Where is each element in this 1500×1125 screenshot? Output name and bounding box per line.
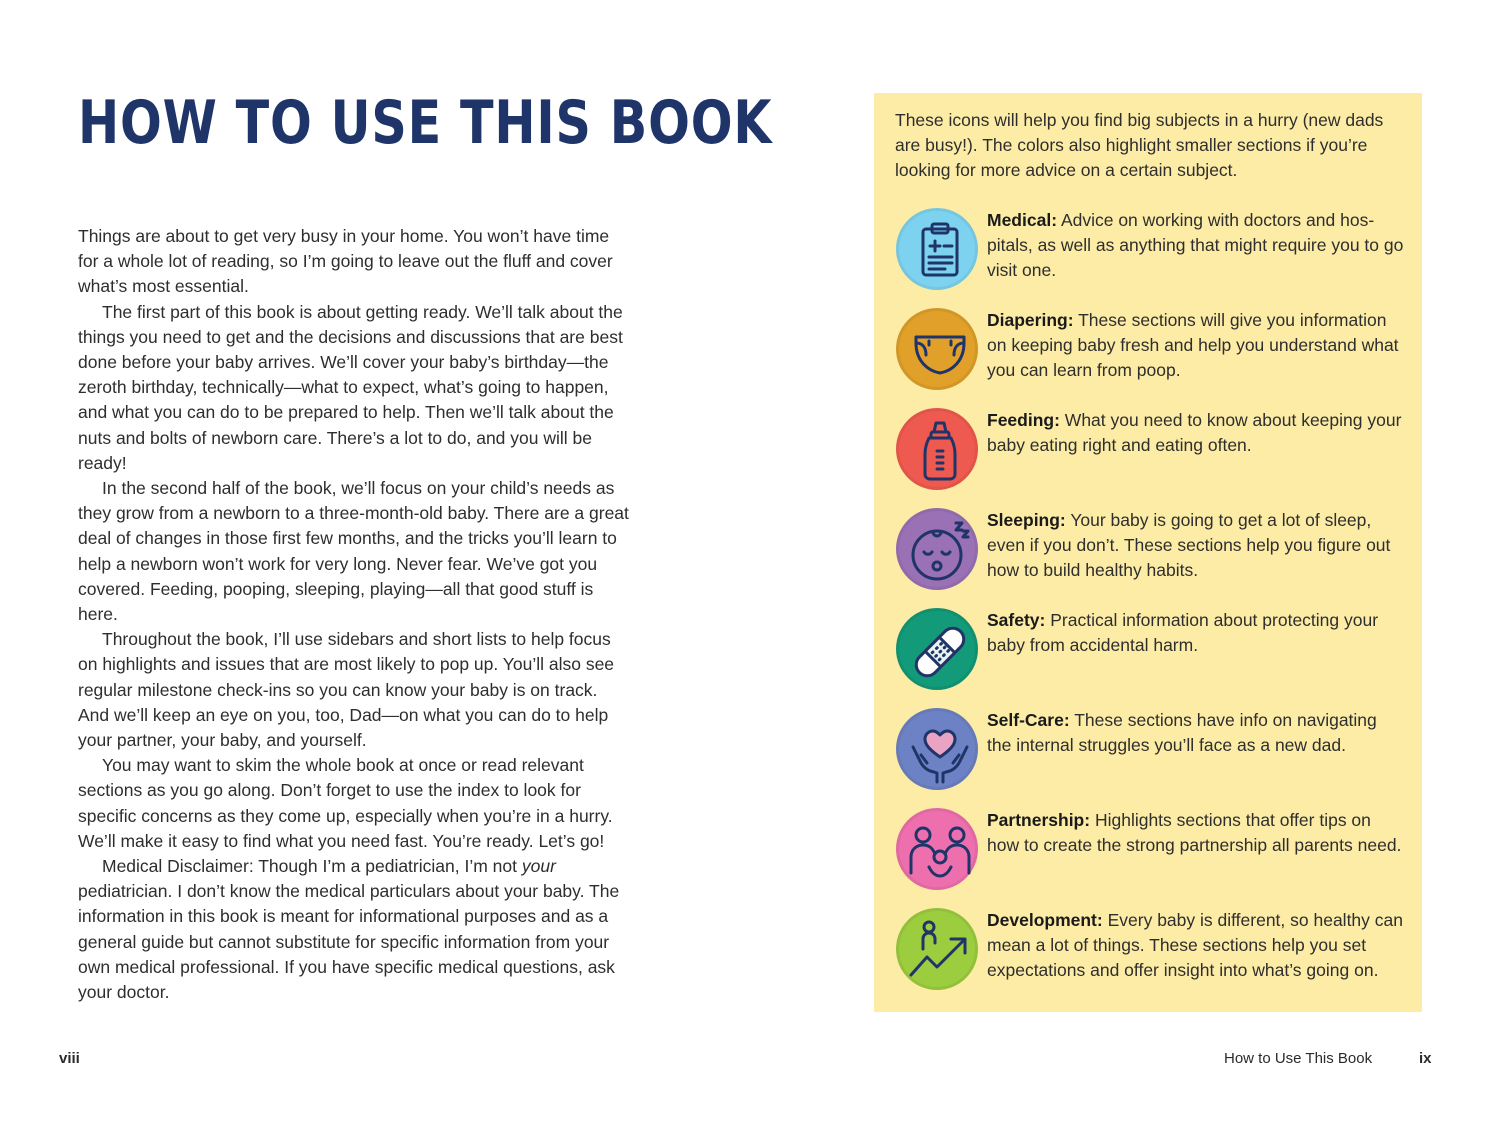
legend-label: Feeding: (987, 410, 1060, 430)
sidebar-intro: These icons will help you find big subjects in a hurry (new dads are busy!). The colors also highlight smaller sections if you’re looking for more advice on a certain subject. (895, 110, 1384, 181)
legend-entry-medical (896, 208, 1404, 298)
legend-description: Highlights sections that offer tips on how to create the strong partnership all parents need. (987, 810, 1402, 856)
legend-description: Every baby is different, so healthy can mean a lot of things. These sections help you set expectations and offer insight into what’s going on. (987, 910, 1403, 981)
legend-text (987, 508, 1405, 584)
body-paragraph: You may want to skim the whole book at once or read relevant sections as you go along. Don’t forget to use the index to look for specific concerns as they come up, especially when you’re in a hurry. We’ll make it easy to find what you need fast. You’re ready. Let’s go! (78, 755, 613, 851)
legend-entry-partnership (896, 808, 1404, 898)
legend-entry-sleeping (896, 508, 1404, 598)
body-text (78, 224, 630, 1005)
family-icon (896, 808, 978, 890)
legend-text (987, 208, 1405, 284)
body-paragraph: In the second half of the book, we’ll focus on your child’s needs as they grow from a newborn to a three-month-old baby. There are a great deal of changes in those first few months, and the tricks you’ll learn to help a newborn won’t work for very long. Never fear. We’ve got you covered. Feeding, pooping, sleeping, playing—all that good stuff is here. (78, 478, 629, 625)
disclaimer-emphasis: your (521, 856, 556, 877)
legend-description: These sections have info on navigating the internal struggles you’ll face as a new dad. (987, 710, 1377, 756)
growth-arrow-icon (896, 908, 978, 990)
legend-entry-development (896, 908, 1404, 998)
disclaimer-text: pediatrician. I don’t know the medical particulars about your baby. The information in this book is meant for informational purposes and as a general guide but cannot substitute for specific information from your own medical professional. If you have specific medical questions, ask your doctor. (78, 881, 620, 1003)
diaper-icon (896, 308, 978, 390)
icon-legend-sidebar (874, 93, 1422, 1012)
running-title: How to Use This Book (1224, 1050, 1373, 1067)
baby-bottle-icon (896, 408, 978, 490)
disclaimer-text: Medical Disclaimer: Though I’m a pediatrician, I’m not (102, 856, 522, 877)
right-page-number: ix (1419, 1050, 1432, 1067)
legend-text (987, 908, 1405, 984)
legend-label: Diapering: (987, 310, 1074, 330)
legend-label: Partnership: (987, 810, 1091, 830)
legend-label: Self-Care: (987, 710, 1070, 730)
legend-description: These sections will give you information on keeping baby fresh and help you understand what you can learn from poop. (987, 310, 1399, 381)
clipboard-icon (896, 208, 978, 290)
disclaimer-paragraph (78, 854, 630, 1005)
legend-text (987, 708, 1405, 758)
bandage-icon (896, 608, 978, 690)
legend-description: Practical information about protecting your baby from accidental harm. (987, 610, 1379, 656)
page-title: HOW TO USE THIS BOOK (78, 88, 773, 158)
legend-entry-diapering (896, 308, 1404, 398)
body-paragraph: The first part of this book is about getting ready. We’ll talk about the things you need to get and the decisions and discussions that are best done before your baby arrives. We’ll cover your baby’s birthday—the zeroth birthday, technically—what to expect, what’s going to happen, and what you can do to be prepared to help. Then we’ll talk about the nuts and bolts of newborn care. There’s a lot to do, and you will be ready! (78, 301, 623, 473)
body-paragraph: Throughout the book, I’ll use sidebars and short lists to help focus on highlights and issues that are most likely to pop up. You’ll also see regular milestone check-ins so you can know your baby is on track. And we’ll keep an eye on you, too, Dad—on what you can do to help your partner, your baby, and yourself. (78, 629, 615, 751)
legend-description: Advice on working with doctors and hospitals, as well as anything that might require you to go visit one. (987, 210, 1404, 281)
sleeping-baby-icon (896, 508, 978, 590)
legend-entry-self-care (896, 708, 1404, 798)
legend-label: Safety: (987, 610, 1046, 630)
heart-hands-icon (896, 708, 978, 790)
legend-label: Medical: (987, 210, 1058, 230)
legend-label: Development: (987, 910, 1103, 930)
left-page-number: viii (59, 1050, 80, 1067)
legend-text (987, 608, 1405, 658)
legend-text (987, 408, 1405, 458)
legend-text (987, 808, 1405, 858)
legend-entry-safety (896, 608, 1404, 698)
legend-description: What you need to know about keeping your baby eating right and eating often. (987, 410, 1402, 456)
body-paragraph: Things are about to get very busy in your home. You won’t have time for a whole lot of reading, so I’m going to leave out the fluff and cover what’s most essential. (78, 226, 613, 297)
legend-text (987, 308, 1405, 384)
legend-label: Sleeping: (987, 510, 1066, 530)
legend-entry-feeding (896, 408, 1404, 498)
legend-description: Your baby is going to get a lot of sleep, even if you don’t. These sections help you figure out how to build healthy habits. (987, 510, 1391, 581)
